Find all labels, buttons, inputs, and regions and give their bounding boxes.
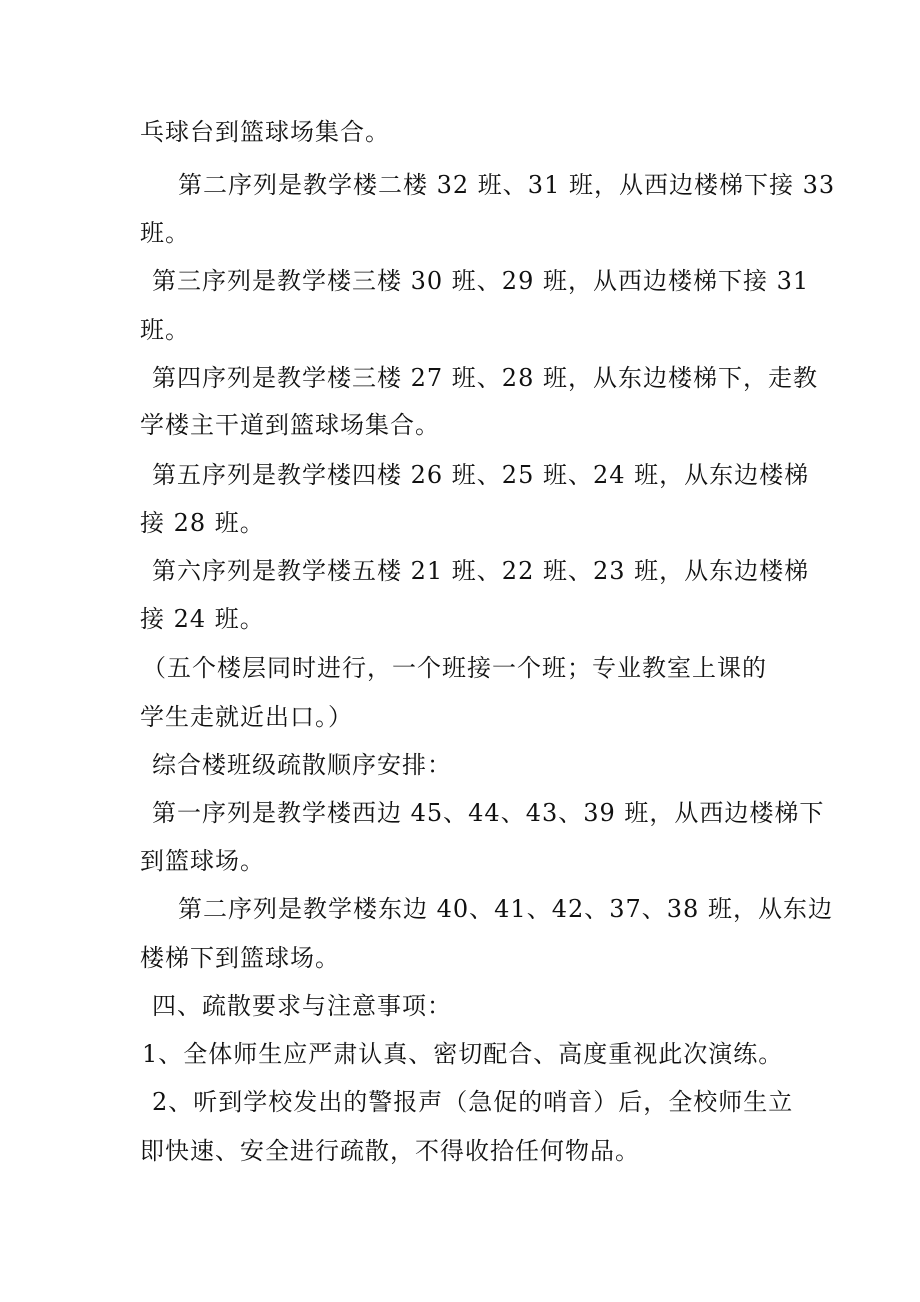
text-line: 到篮球场。	[140, 847, 265, 875]
text-line: 接 28 班。	[140, 509, 265, 537]
text-line: 班。	[140, 219, 190, 247]
text-line: 第五序列是教学楼四楼 26 班、25 班、24 班，从东边楼梯	[152, 461, 810, 489]
text-line: 第二序列是教学楼二楼 32 班、31 班，从西边楼梯下接 33	[178, 171, 836, 199]
text-line: 第六序列是教学楼五楼 21 班、22 班、23 班，从东边楼梯	[152, 557, 810, 585]
list-item: 1、全体师生应严肃认真、密切配合、高度重视此次演练。	[142, 1040, 784, 1068]
section-heading: 四、疏散要求与注意事项：	[152, 992, 452, 1020]
list-item: 2、听到学校发出的警报声（急促的哨音）后，全校师生立	[152, 1088, 794, 1116]
text-line: 第四序列是教学楼三楼 27 班、28 班，从东边楼梯下，走教	[152, 364, 818, 392]
text-line: 接 24 班。	[140, 605, 265, 633]
text-line: 第二序列是教学楼东边 40、41、42、37、38 班，从东边	[178, 895, 833, 923]
text-line: （五个楼层同时进行，一个班接一个班；专业教室上课的	[142, 654, 767, 682]
text-line: 第三序列是教学楼三楼 30 班、29 班，从西边楼梯下接 31	[152, 267, 810, 295]
text-line: 第一序列是教学楼西边 45、44、43、39 班，从西边楼梯下	[152, 799, 825, 827]
text-line: 乓球台到篮球场集合。	[140, 118, 390, 146]
text-line: 楼梯下到篮球场。	[140, 944, 340, 972]
section-heading: 综合楼班级疏散顺序安排：	[152, 751, 452, 779]
text-line: 班。	[140, 316, 190, 344]
text-line: 学楼主干道到篮球场集合。	[140, 411, 440, 439]
text-line: 学生走就近出口。）	[140, 703, 353, 731]
text-line: 即快速、安全进行疏散，不得收拾任何物品。	[140, 1137, 640, 1165]
